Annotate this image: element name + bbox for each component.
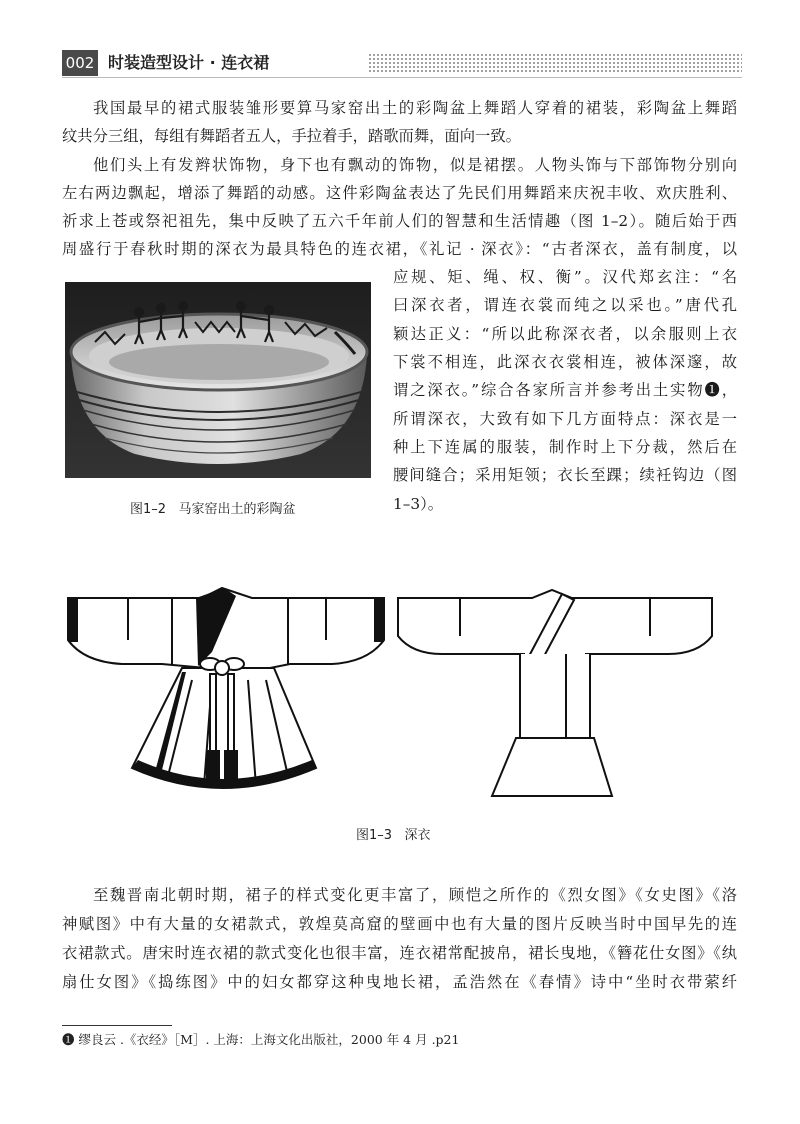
- header-rule: [62, 77, 742, 78]
- header-dot-pattern: [368, 53, 742, 73]
- side-text-line: 下裳不相连，此深衣衣裳相连，被体深邃，故: [393, 353, 737, 371]
- side-text-line: 所谓深衣，大致有如下几方面特点：深衣是一: [393, 410, 737, 428]
- footnote: ❶ 缪良云 .《衣经》［M］. 上海：上海文化出版社，2000 年 4 月 .p21: [62, 1032, 460, 1047]
- book-title: 时装造型设计 · 连衣裙: [108, 53, 270, 72]
- paragraph-2-line-4: 周盛行于春秋时期的深衣为最具特色的连衣裙，《礼记 · 深衣》：“古者深衣，盖有制度，以: [62, 240, 737, 258]
- paragraph-2-line-3: 祈求上苍或祭祀祖先，集中反映了五六千年前人们的智慧和生活情趣（图 1–2）。随后始于西: [62, 212, 737, 230]
- pottery-basin-photo: [65, 282, 371, 478]
- paragraph-2-line-1: 他们头上有发辫状饰物，身下也有飘动的饰物，似是裙摆。人物头饰与下部饰物分别向: [93, 156, 737, 174]
- paragraph-3-line-2: 神赋图》中有大量的女裙款式，敦煌莫高窟的壁画中也有大量的图片反映当时中国早先的连: [62, 915, 737, 933]
- shenyi-robe-drawing-outline: [396, 588, 714, 800]
- paragraph-3-line-3: 衣裙款式。唐宋时连衣裙的款式变化也很丰富，连衣裙常配披帛，裙长曳地，《簪花仕女图》《纨: [62, 944, 737, 962]
- side-text-line: 1–3）。: [393, 495, 444, 513]
- paragraph-2-line-2: 左右两边飘起，增添了舞蹈的动感。这件彩陶盆表达了先民们用舞蹈来庆祝丰收、欢庆胜利、: [62, 184, 737, 202]
- footnote-rule: [62, 1025, 172, 1026]
- side-text-line: 谓之深衣。”综合各家所言并参考出土实物❶，: [393, 381, 737, 399]
- paragraph-3-line-4: 扇仕女图》《捣练图》中的妇女都穿这种曳地长裙，孟浩然在《春情》诗中“坐时衣带萦纤: [62, 973, 737, 991]
- page-number: 002: [62, 50, 98, 76]
- paragraph-3-line-1: 至魏晋南北朝时期，裙子的样式变化更丰富了，顾恺之所作的《烈女图》《女史图》《洛: [93, 886, 737, 904]
- figure-1-2-caption: 图1–2 马家窑出土的彩陶盆: [130, 502, 296, 517]
- paragraph-1-line-2: 纹共分三组，每组有舞蹈者五人，手拉着手，踏歌而舞，面向一致。: [62, 127, 521, 145]
- paragraph-1-line-1: 我国最早的裙式服装雏形要算马家窑出土的彩陶盆上舞蹈人穿着的裙装，彩陶盆上舞蹈: [93, 99, 737, 117]
- side-text-line: 曰深衣者，谓连衣裳而纯之以采也。”唐代孔: [393, 296, 737, 314]
- side-text-line: 颖达正义：“所以此称深衣者，以余服则上衣: [393, 325, 737, 343]
- side-text-line: 种上下连属的服装，制作时上下分裁，然后在: [393, 438, 737, 456]
- figure-1-3-caption: 图1–3 深衣: [356, 828, 431, 843]
- side-text-line: 应规、矩、绳、权、衡”。汉代郑玄注：“名: [393, 268, 737, 286]
- side-text-line: 腰间缝合；采用矩领；衣长至踝；续衽钩边（图: [393, 466, 737, 484]
- shenyi-robe-drawing-front: [62, 580, 392, 802]
- running-header: [62, 50, 742, 76]
